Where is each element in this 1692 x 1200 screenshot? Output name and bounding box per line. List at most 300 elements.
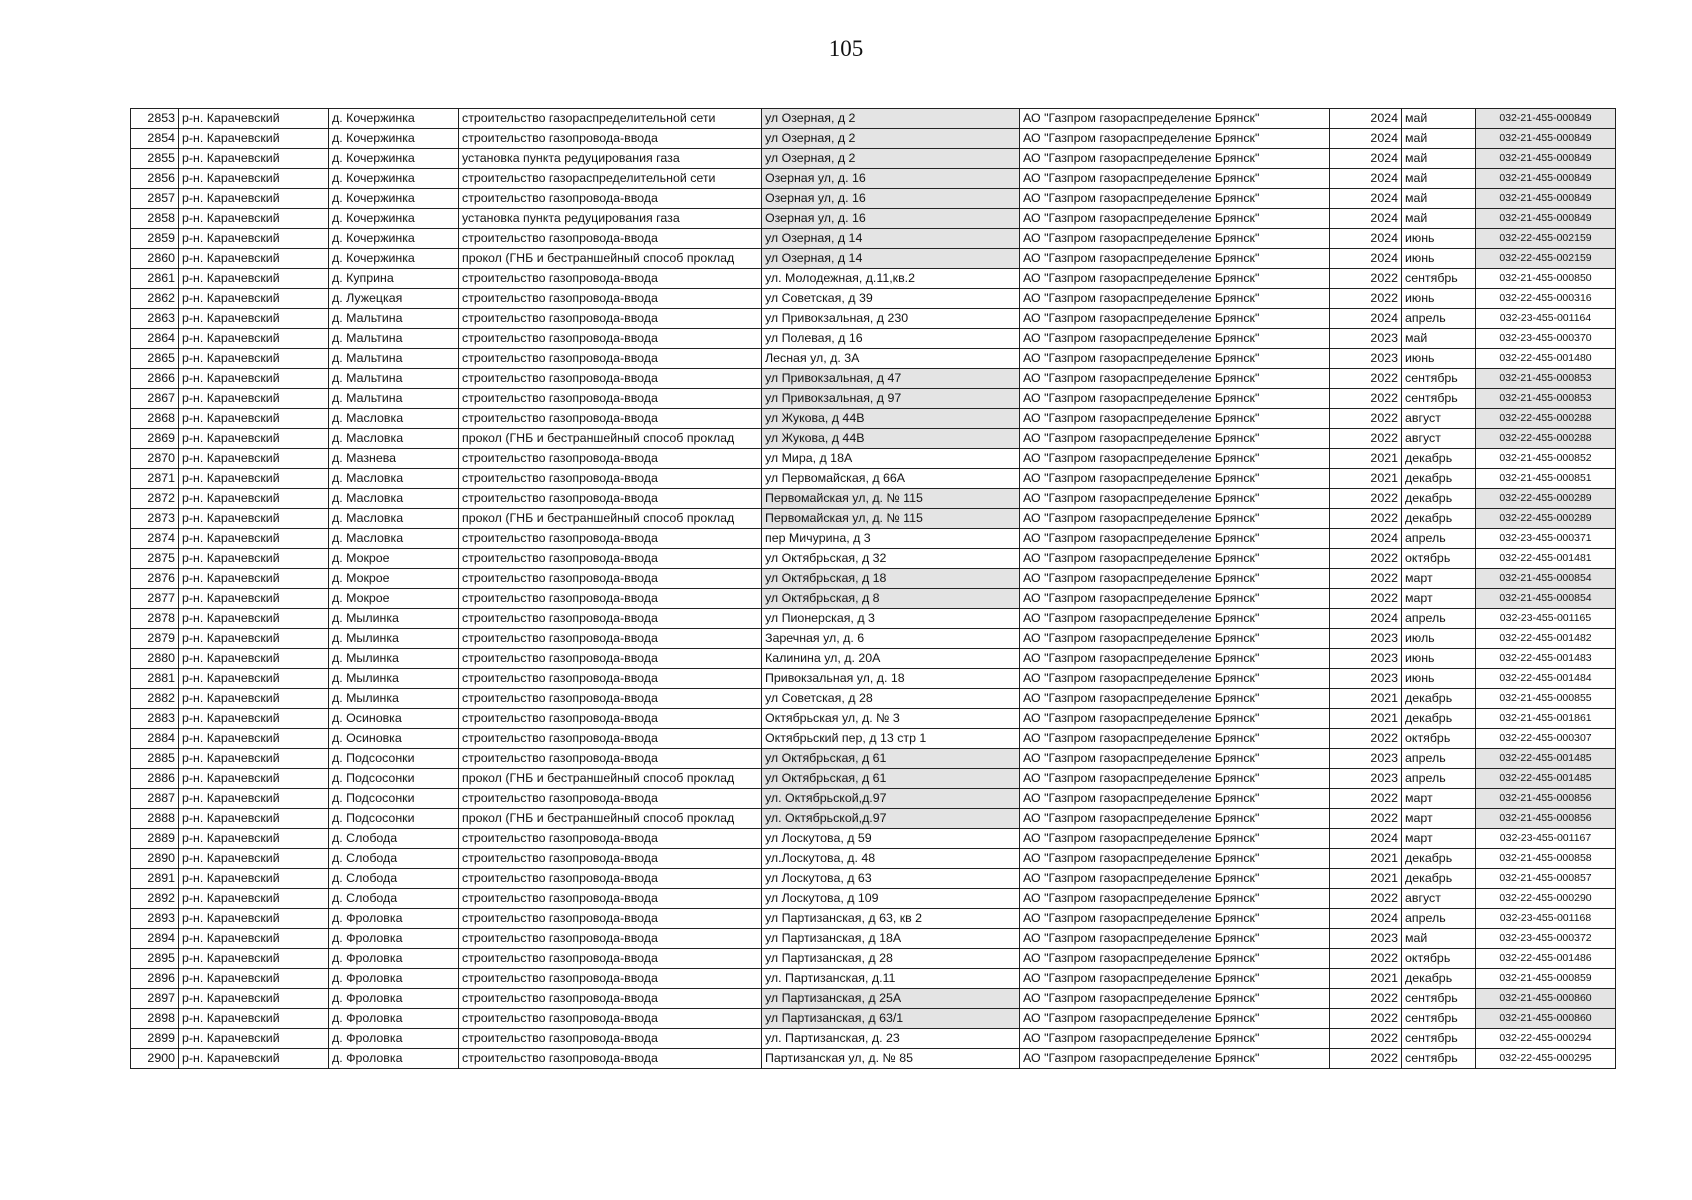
organization-cell: АО "Газпром газораспределение Брянск" — [1020, 849, 1330, 869]
settlement-cell: д. Кочержинка — [329, 129, 459, 149]
work-type-cell: строительство газопровода-ввода — [459, 289, 762, 309]
table-row — [131, 649, 1616, 669]
organization-cell: АО "Газпром газораспределение Брянск" — [1020, 869, 1330, 889]
district-cell: р-н. Карачевский — [179, 669, 329, 689]
row-number-cell: 2859 — [131, 229, 179, 249]
work-type-cell: строительство газопровода-ввода — [459, 629, 762, 649]
table-row — [131, 929, 1616, 949]
year-cell: 2021 — [1330, 969, 1402, 989]
settlement-cell: д. Фроловка — [329, 929, 459, 949]
address-cell: ул Привокзальная, д 47 — [762, 369, 1020, 389]
settlement-cell: д. Подсосонки — [329, 809, 459, 829]
table-row — [131, 949, 1616, 969]
permit-code-cell: 032-21-455-000854 — [1476, 589, 1616, 609]
month-cell: август — [1402, 889, 1476, 909]
permit-code-cell: 032-22-455-002159 — [1476, 249, 1616, 269]
permit-code-cell: 032-23-455-001165 — [1476, 609, 1616, 629]
address-cell: ул Советская, д 28 — [762, 689, 1020, 709]
row-number-cell: 2881 — [131, 669, 179, 689]
organization-cell: АО "Газпром газораспределение Брянск" — [1020, 709, 1330, 729]
year-cell: 2022 — [1330, 889, 1402, 909]
permit-code-cell: 032-23-455-001164 — [1476, 309, 1616, 329]
month-cell: май — [1402, 189, 1476, 209]
table-row — [131, 709, 1616, 729]
month-cell: март — [1402, 809, 1476, 829]
settlement-cell: д. Масловка — [329, 489, 459, 509]
year-cell: 2022 — [1330, 509, 1402, 529]
organization-cell: АО "Газпром газораспределение Брянск" — [1020, 169, 1330, 189]
year-cell: 2022 — [1330, 809, 1402, 829]
permit-code-cell: 032-21-455-000852 — [1476, 449, 1616, 469]
year-cell: 2024 — [1330, 149, 1402, 169]
month-cell: декабрь — [1402, 869, 1476, 889]
row-number-cell: 2861 — [131, 269, 179, 289]
district-cell: р-н. Карачевский — [179, 809, 329, 829]
settlement-cell: д. Мылинка — [329, 609, 459, 629]
district-cell: р-н. Карачевский — [179, 829, 329, 849]
settlement-cell: д. Мылинка — [329, 669, 459, 689]
month-cell: декабрь — [1402, 849, 1476, 869]
district-cell: р-н. Карачевский — [179, 229, 329, 249]
month-cell: декабрь — [1402, 449, 1476, 469]
district-cell: р-н. Карачевский — [179, 749, 329, 769]
organization-cell: АО "Газпром газораспределение Брянск" — [1020, 489, 1330, 509]
district-cell: р-н. Карачевский — [179, 249, 329, 269]
address-cell: Партизанская ул, д. № 85 — [762, 1049, 1020, 1069]
year-cell: 2024 — [1330, 169, 1402, 189]
work-type-cell: строительство газопровода-ввода — [459, 729, 762, 749]
table-row — [131, 109, 1616, 129]
year-cell: 2023 — [1330, 649, 1402, 669]
work-type-cell: строительство газопровода-ввода — [459, 569, 762, 589]
permit-code-cell: 032-23-455-000372 — [1476, 929, 1616, 949]
district-cell: р-н. Карачевский — [179, 929, 329, 949]
organization-cell: АО "Газпром газораспределение Брянск" — [1020, 189, 1330, 209]
district-cell: р-н. Карачевский — [179, 349, 329, 369]
work-type-cell: строительство газопровода-ввода — [459, 829, 762, 849]
address-cell: ул Октябрьская, д 8 — [762, 589, 1020, 609]
district-cell: р-н. Карачевский — [179, 989, 329, 1009]
year-cell: 2022 — [1330, 369, 1402, 389]
month-cell: декабрь — [1402, 709, 1476, 729]
organization-cell: АО "Газпром газораспределение Брянск" — [1020, 609, 1330, 629]
address-cell: ул. Партизанская, д.11 — [762, 969, 1020, 989]
address-cell: ул.Лоскутова, д. 48 — [762, 849, 1020, 869]
row-number-cell: 2862 — [131, 289, 179, 309]
settlement-cell: д. Слобода — [329, 869, 459, 889]
address-cell: ул Привокзальная, д 230 — [762, 309, 1020, 329]
permit-code-cell: 032-21-455-000854 — [1476, 569, 1616, 589]
row-number-cell: 2858 — [131, 209, 179, 229]
row-number-cell: 2890 — [131, 849, 179, 869]
work-type-cell: строительство газопровода-ввода — [459, 869, 762, 889]
address-cell: ул Озерная, д 2 — [762, 109, 1020, 129]
table-row — [131, 589, 1616, 609]
row-number-cell: 2877 — [131, 589, 179, 609]
work-type-cell: строительство газопровода-ввода — [459, 749, 762, 769]
address-cell: ул Партизанская, д 63, кв 2 — [762, 909, 1020, 929]
year-cell: 2024 — [1330, 249, 1402, 269]
month-cell: март — [1402, 789, 1476, 809]
month-cell: июнь — [1402, 649, 1476, 669]
district-cell: р-н. Карачевский — [179, 1029, 329, 1049]
work-type-cell: прокол (ГНБ и бестраншейный способ проклад — [459, 809, 762, 829]
year-cell: 2024 — [1330, 829, 1402, 849]
permit-code-cell: 032-22-455-001485 — [1476, 749, 1616, 769]
year-cell: 2023 — [1330, 349, 1402, 369]
permit-code-cell: 032-21-455-001861 — [1476, 709, 1616, 729]
address-cell: ул Партизанская, д 63/1 — [762, 1009, 1020, 1029]
row-number-cell: 2882 — [131, 689, 179, 709]
row-number-cell: 2879 — [131, 629, 179, 649]
district-cell: р-н. Карачевский — [179, 1009, 329, 1029]
table-row — [131, 749, 1616, 769]
settlement-cell: д. Мылинка — [329, 689, 459, 709]
work-type-cell: строительство газопровода-ввода — [459, 369, 762, 389]
table-row — [131, 869, 1616, 889]
table-row — [131, 389, 1616, 409]
organization-cell: АО "Газпром газораспределение Брянск" — [1020, 529, 1330, 549]
address-cell: ул Пионерская, д 3 — [762, 609, 1020, 629]
row-number-cell: 2885 — [131, 749, 179, 769]
district-cell: р-н. Карачевский — [179, 889, 329, 909]
district-cell: р-н. Карачевский — [179, 769, 329, 789]
table-row — [131, 889, 1616, 909]
row-number-cell: 2874 — [131, 529, 179, 549]
permit-code-cell: 032-22-455-001486 — [1476, 949, 1616, 969]
row-number-cell: 2865 — [131, 349, 179, 369]
settlement-cell: д. Кочержинка — [329, 229, 459, 249]
settlement-cell: д. Подсосонки — [329, 769, 459, 789]
organization-cell: АО "Газпром газораспределение Брянск" — [1020, 909, 1330, 929]
organization-cell: АО "Газпром газораспределение Брянск" — [1020, 649, 1330, 669]
work-type-cell: строительство газопровода-ввода — [459, 949, 762, 969]
table-row — [131, 989, 1616, 1009]
year-cell: 2021 — [1330, 689, 1402, 709]
permit-code-cell: 032-21-455-000857 — [1476, 869, 1616, 889]
organization-cell: АО "Газпром газораспределение Брянск" — [1020, 309, 1330, 329]
table-row — [131, 909, 1616, 929]
district-cell: р-н. Карачевский — [179, 969, 329, 989]
month-cell: август — [1402, 409, 1476, 429]
work-type-cell: строительство газопровода-ввода — [459, 889, 762, 909]
year-cell: 2021 — [1330, 849, 1402, 869]
table-row — [131, 409, 1616, 429]
address-cell: ул Лоскутова, д 109 — [762, 889, 1020, 909]
row-number-cell: 2886 — [131, 769, 179, 789]
permit-code-cell: 032-21-455-000856 — [1476, 809, 1616, 829]
work-type-cell: строительство газопровода-ввода — [459, 329, 762, 349]
address-cell: ул Лоскутова, д 59 — [762, 829, 1020, 849]
settlement-cell: д. Куприна — [329, 269, 459, 289]
row-number-cell: 2875 — [131, 549, 179, 569]
row-number-cell: 2898 — [131, 1009, 179, 1029]
permit-code-cell: 032-22-455-000295 — [1476, 1049, 1616, 1069]
row-number-cell: 2878 — [131, 609, 179, 629]
settlement-cell: д. Фроловка — [329, 1049, 459, 1069]
organization-cell: АО "Газпром газораспределение Брянск" — [1020, 269, 1330, 289]
settlement-cell: д. Мазнева — [329, 449, 459, 469]
permit-code-cell: 032-22-455-000288 — [1476, 409, 1616, 429]
settlement-cell: д. Мальтина — [329, 329, 459, 349]
district-cell: р-н. Карачевский — [179, 569, 329, 589]
organization-cell: АО "Газпром газораспределение Брянск" — [1020, 1049, 1330, 1069]
permit-code-cell: 032-23-455-000371 — [1476, 529, 1616, 549]
settlement-cell: д. Подсосонки — [329, 789, 459, 809]
year-cell: 2022 — [1330, 1029, 1402, 1049]
organization-cell: АО "Газпром газораспределение Брянск" — [1020, 109, 1330, 129]
month-cell: май — [1402, 149, 1476, 169]
address-cell: ул Партизанская, д 18А — [762, 929, 1020, 949]
organization-cell: АО "Газпром газораспределение Брянск" — [1020, 509, 1330, 529]
month-cell: май — [1402, 329, 1476, 349]
row-number-cell: 2900 — [131, 1049, 179, 1069]
organization-cell: АО "Газпром газораспределение Брянск" — [1020, 149, 1330, 169]
district-cell: р-н. Карачевский — [179, 489, 329, 509]
work-type-cell: строительство газопровода-ввода — [459, 589, 762, 609]
table-row — [131, 269, 1616, 289]
table-row — [131, 469, 1616, 489]
address-cell: ул Партизанская, д 25А — [762, 989, 1020, 1009]
address-cell: ул Озерная, д 14 — [762, 249, 1020, 269]
table-row — [131, 149, 1616, 169]
organization-cell: АО "Газпром газораспределение Брянск" — [1020, 829, 1330, 849]
month-cell: сентябрь — [1402, 1009, 1476, 1029]
work-type-cell: строительство газопровода-ввода — [459, 849, 762, 869]
permit-code-cell: 032-21-455-000849 — [1476, 149, 1616, 169]
row-number-cell: 2870 — [131, 449, 179, 469]
work-type-cell: строительство газопровода-ввода — [459, 989, 762, 1009]
settlement-cell: д. Мальтина — [329, 369, 459, 389]
permit-code-cell: 032-21-455-000849 — [1476, 109, 1616, 129]
address-cell: ул Первомайская, д 66А — [762, 469, 1020, 489]
year-cell: 2021 — [1330, 449, 1402, 469]
month-cell: сентябрь — [1402, 389, 1476, 409]
organization-cell: АО "Газпром газораспределение Брянск" — [1020, 449, 1330, 469]
settlement-cell: д. Масловка — [329, 409, 459, 429]
month-cell: апрель — [1402, 529, 1476, 549]
organization-cell: АО "Газпром газораспределение Брянск" — [1020, 1029, 1330, 1049]
district-cell: р-н. Карачевский — [179, 169, 329, 189]
address-cell: Первомайская ул, д. № 115 — [762, 509, 1020, 529]
settlement-cell: д. Слобода — [329, 889, 459, 909]
district-cell: р-н. Карачевский — [179, 389, 329, 409]
organization-cell: АО "Газпром газораспределение Брянск" — [1020, 809, 1330, 829]
row-number-cell: 2863 — [131, 309, 179, 329]
settlement-cell: д. Мальтина — [329, 309, 459, 329]
permit-code-cell: 032-22-455-000307 — [1476, 729, 1616, 749]
month-cell: май — [1402, 109, 1476, 129]
row-number-cell: 2899 — [131, 1029, 179, 1049]
row-number-cell: 2888 — [131, 809, 179, 829]
permit-code-cell: 032-22-455-001483 — [1476, 649, 1616, 669]
permit-code-cell: 032-23-455-000370 — [1476, 329, 1616, 349]
row-number-cell: 2873 — [131, 509, 179, 529]
work-type-cell: строительство газопровода-ввода — [459, 789, 762, 809]
address-cell: Озерная ул, д. 16 — [762, 189, 1020, 209]
settlement-cell: д. Осиновка — [329, 709, 459, 729]
work-type-cell: прокол (ГНБ и бестраншейный способ проклад — [459, 509, 762, 529]
table-row — [131, 1049, 1616, 1069]
organization-cell: АО "Газпром газораспределение Брянск" — [1020, 329, 1330, 349]
work-type-cell: строительство газопровода-ввода — [459, 909, 762, 929]
row-number-cell: 2867 — [131, 389, 179, 409]
month-cell: март — [1402, 589, 1476, 609]
organization-cell: АО "Газпром газораспределение Брянск" — [1020, 569, 1330, 589]
month-cell: август — [1402, 429, 1476, 449]
address-cell: ул Советская, д 39 — [762, 289, 1020, 309]
page-number: 105 — [828, 36, 864, 61]
year-cell: 2024 — [1330, 209, 1402, 229]
settlement-cell: д. Слобода — [329, 829, 459, 849]
address-cell: пер Мичурина, д 3 — [762, 529, 1020, 549]
table-row — [131, 429, 1616, 449]
work-type-cell: строительство газопровода-ввода — [459, 969, 762, 989]
work-type-cell: установка пункта редуцирования газа — [459, 209, 762, 229]
year-cell: 2022 — [1330, 389, 1402, 409]
month-cell: сентябрь — [1402, 989, 1476, 1009]
year-cell: 2022 — [1330, 729, 1402, 749]
table-row — [131, 729, 1616, 749]
district-cell: р-н. Карачевский — [179, 309, 329, 329]
district-cell: р-н. Карачевский — [179, 589, 329, 609]
settlement-cell: д. Мальтина — [329, 349, 459, 369]
organization-cell: АО "Газпром газораспределение Брянск" — [1020, 389, 1330, 409]
month-cell: декабрь — [1402, 489, 1476, 509]
district-cell: р-н. Карачевский — [179, 789, 329, 809]
district-cell: р-н. Карачевский — [179, 849, 329, 869]
permit-code-cell: 032-21-455-000858 — [1476, 849, 1616, 869]
permit-code-cell: 032-21-455-000853 — [1476, 369, 1616, 389]
settlement-cell: д. Масловка — [329, 469, 459, 489]
month-cell: июнь — [1402, 669, 1476, 689]
work-type-cell: прокол (ГНБ и бестраншейный способ проклад — [459, 429, 762, 449]
address-cell: Октябрьский пер, д 13 стр 1 — [762, 729, 1020, 749]
table-row — [131, 309, 1616, 329]
settlement-cell: д. Осиновка — [329, 729, 459, 749]
month-cell: апрель — [1402, 909, 1476, 929]
organization-cell: АО "Газпром газораспределение Брянск" — [1020, 249, 1330, 269]
table-row — [131, 229, 1616, 249]
organization-cell: АО "Газпром газораспределение Брянск" — [1020, 889, 1330, 909]
district-cell: р-н. Карачевский — [179, 549, 329, 569]
month-cell: апрель — [1402, 769, 1476, 789]
row-number-cell: 2869 — [131, 429, 179, 449]
address-cell: ул. Партизанская, д. 23 — [762, 1029, 1020, 1049]
permit-code-cell: 032-21-455-000860 — [1476, 989, 1616, 1009]
work-type-cell: строительство газопровода-ввода — [459, 709, 762, 729]
year-cell: 2022 — [1330, 289, 1402, 309]
table-row — [131, 489, 1616, 509]
table-row — [131, 769, 1616, 789]
district-cell: р-н. Карачевский — [179, 609, 329, 629]
table-row — [131, 809, 1616, 829]
work-type-cell: строительство газораспределительной сети — [459, 169, 762, 189]
organization-cell: АО "Газпром газораспределение Брянск" — [1020, 969, 1330, 989]
organization-cell: АО "Газпром газораспределение Брянск" — [1020, 369, 1330, 389]
work-type-cell: строительство газопровода-ввода — [459, 609, 762, 629]
district-cell: р-н. Карачевский — [179, 129, 329, 149]
month-cell: октябрь — [1402, 549, 1476, 569]
address-cell: Лесная ул, д. 3А — [762, 349, 1020, 369]
organization-cell: АО "Газпром газораспределение Брянск" — [1020, 209, 1330, 229]
table-row — [131, 569, 1616, 589]
month-cell: июнь — [1402, 249, 1476, 269]
year-cell: 2022 — [1330, 569, 1402, 589]
table-row — [131, 969, 1616, 989]
row-number-cell: 2880 — [131, 649, 179, 669]
work-type-cell: строительство газопровода-ввода — [459, 389, 762, 409]
work-type-cell: строительство газопровода-ввода — [459, 549, 762, 569]
table-row — [131, 629, 1616, 649]
district-cell: р-н. Карачевский — [179, 109, 329, 129]
year-cell: 2022 — [1330, 1049, 1402, 1069]
month-cell: сентябрь — [1402, 369, 1476, 389]
register-body — [131, 109, 1616, 1069]
address-cell: Калинина ул, д. 20А — [762, 649, 1020, 669]
address-cell: ул Озерная, д 2 — [762, 129, 1020, 149]
address-cell: ул Полевая, д 16 — [762, 329, 1020, 349]
settlement-cell: д. Фроловка — [329, 909, 459, 929]
organization-cell: АО "Газпром газораспределение Брянск" — [1020, 409, 1330, 429]
permit-code-cell: 032-21-455-000849 — [1476, 189, 1616, 209]
organization-cell: АО "Газпром газораспределение Брянск" — [1020, 629, 1330, 649]
permit-code-cell: 032-22-455-000290 — [1476, 889, 1616, 909]
row-number-cell: 2854 — [131, 129, 179, 149]
work-type-cell: прокол (ГНБ и бестраншейный способ проклад — [459, 769, 762, 789]
organization-cell: АО "Газпром газораспределение Брянск" — [1020, 769, 1330, 789]
year-cell: 2022 — [1330, 269, 1402, 289]
year-cell: 2024 — [1330, 609, 1402, 629]
settlement-cell: д. Фроловка — [329, 1009, 459, 1029]
district-cell: р-н. Карачевский — [179, 869, 329, 889]
permit-code-cell: 032-22-455-000316 — [1476, 289, 1616, 309]
month-cell: декабрь — [1402, 469, 1476, 489]
address-cell: ул Мира, д 18А — [762, 449, 1020, 469]
organization-cell: АО "Газпром газораспределение Брянск" — [1020, 929, 1330, 949]
settlement-cell: д. Фроловка — [329, 969, 459, 989]
organization-cell: АО "Газпром газораспределение Брянск" — [1020, 989, 1330, 1009]
row-number-cell: 2884 — [131, 729, 179, 749]
address-cell: Озерная ул, д. 16 — [762, 169, 1020, 189]
year-cell: 2024 — [1330, 229, 1402, 249]
month-cell: май — [1402, 929, 1476, 949]
permit-code-cell: 032-21-455-000850 — [1476, 269, 1616, 289]
work-type-cell: строительство газопровода-ввода — [459, 469, 762, 489]
permit-code-cell: 032-21-455-000853 — [1476, 389, 1616, 409]
year-cell: 2022 — [1330, 489, 1402, 509]
year-cell: 2023 — [1330, 929, 1402, 949]
organization-cell: АО "Газпром газораспределение Брянск" — [1020, 429, 1330, 449]
year-cell: 2024 — [1330, 109, 1402, 129]
work-type-cell: строительство газопровода-ввода — [459, 229, 762, 249]
district-cell: р-н. Карачевский — [179, 689, 329, 709]
row-number-cell: 2894 — [131, 929, 179, 949]
permit-code-cell: 032-22-455-001484 — [1476, 669, 1616, 689]
row-number-cell: 2857 — [131, 189, 179, 209]
organization-cell: АО "Газпром газораспределение Брянск" — [1020, 949, 1330, 969]
settlement-cell: д. Кочержинка — [329, 209, 459, 229]
table-row — [131, 289, 1616, 309]
work-type-cell: строительство газопровода-ввода — [459, 529, 762, 549]
settlement-cell: д. Слобода — [329, 849, 459, 869]
table-row — [131, 549, 1616, 569]
year-cell: 2022 — [1330, 989, 1402, 1009]
address-cell: ул Жукова, д 44В — [762, 429, 1020, 449]
row-number-cell: 2892 — [131, 889, 179, 909]
district-cell: р-н. Карачевский — [179, 449, 329, 469]
table-row — [131, 609, 1616, 629]
